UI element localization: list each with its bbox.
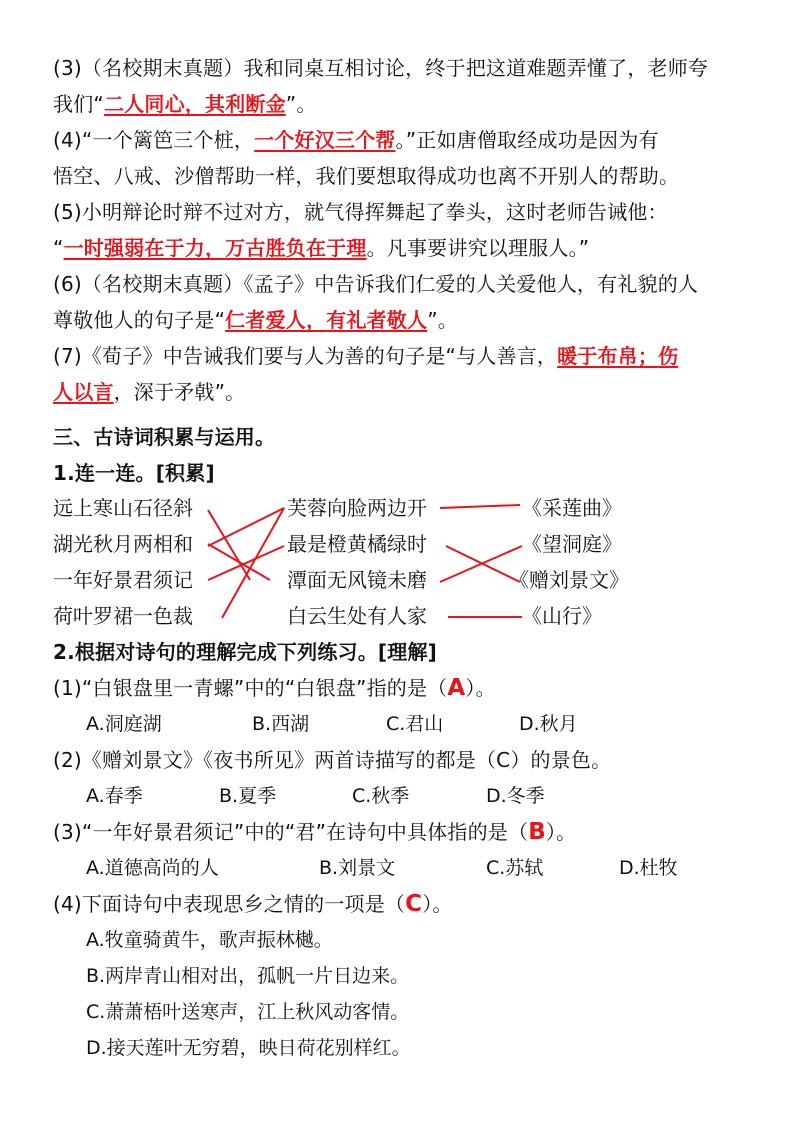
mc-q4-stem-a: (4)下面诗句中表现思乡之情的一项是（ bbox=[53, 892, 406, 916]
mc-q2-stem-b: ）的景色。 bbox=[510, 748, 612, 772]
mc-q2-stem-a: (2)《赠刘景文》《夜书所见》两首诗描写的都是（ bbox=[53, 748, 497, 772]
mc-q1-option-d: D.秋月 bbox=[519, 713, 578, 735]
mc-q1-option-a: A.洞庭湖 bbox=[86, 713, 162, 735]
mc-q4-option-c: C.萧萧梧叶送寒声，江上秋风动客情。 bbox=[86, 1001, 410, 1023]
q4-text: (4)“一个篱笆三个桩， bbox=[53, 128, 255, 152]
q4-line2: 悟空、八戒、沙僧帮助一样，我们要想取得成功也离不开别人的帮助。 bbox=[53, 164, 680, 188]
q6-text: 尊敬他人的句子是“ bbox=[53, 308, 226, 332]
match-right-2: 《望洞庭》 bbox=[522, 532, 622, 556]
match-middle-3: 潭面无风镜未磨 bbox=[287, 568, 427, 592]
mc-q1-option-c: C.君山 bbox=[386, 713, 444, 735]
q4-line1 bbox=[53, 126, 659, 154]
match-left-3: 一年好景君须记 bbox=[53, 568, 193, 592]
q3-answer-1: 二人同心 bbox=[103, 92, 185, 116]
q7-text: (7)《荀子》中告诫我们要与人为善的句子是“与人善言， bbox=[53, 344, 558, 368]
mc-q4-answer: C bbox=[405, 891, 423, 917]
line-left2-middle1 bbox=[208, 508, 284, 546]
mc-q4-option-b: B.两岸青山相对出，孤帆一片日边来。 bbox=[86, 965, 410, 987]
line-left1-middle3 bbox=[208, 510, 250, 580]
q7-answer-2b: 人以言 bbox=[53, 380, 114, 404]
q3-answer-sep: ， bbox=[184, 92, 205, 116]
match-right-4: 《山行》 bbox=[522, 604, 602, 628]
q6-end: ”。 bbox=[427, 308, 458, 332]
q7-answer-2a: 伤 bbox=[658, 344, 679, 368]
match-right-1: 《采莲曲》 bbox=[522, 496, 622, 520]
comprehension-title: 2.根据对诗句的理解完成下列练习。[理解] bbox=[53, 640, 437, 664]
mc-q2-option-b: B.夏季 bbox=[219, 785, 277, 807]
match-middle-2: 最是橙黄橘绿时 bbox=[287, 532, 427, 556]
q6-answer-2: 有礼者敬人 bbox=[326, 308, 428, 332]
mc-q3-option-a: A.道德高尚的人 bbox=[86, 857, 219, 879]
match-left-1: 远上寒山石径斜 bbox=[53, 496, 193, 520]
q5-answer-1: 一时强弱在于力 bbox=[63, 236, 205, 260]
mc-q1-stem-b: ）。 bbox=[465, 676, 496, 700]
q4-answer: 一个好汉三个帮 bbox=[254, 128, 396, 152]
mc-q4-stem bbox=[53, 890, 453, 918]
mc-q4-stem-b: ）。 bbox=[422, 892, 453, 916]
line-left4-middle1 bbox=[222, 508, 284, 618]
mc-q3-option-b: B.刘景文 bbox=[319, 857, 396, 879]
q6-line1: (6)（名校期末真题）《孟子》中告诉我们仁爱的人关爱他人，有礼貌的人 bbox=[53, 272, 699, 296]
q5-line2 bbox=[53, 234, 589, 262]
mc-q3-option-d: D.杜牧 bbox=[619, 857, 678, 879]
mc-q2-stem bbox=[53, 746, 611, 774]
mc-q2-option-a: A.春季 bbox=[86, 785, 143, 807]
section-title: 三、古诗词积累与运用。 bbox=[53, 425, 276, 449]
q5-answer-sep: ， bbox=[204, 236, 226, 260]
q6-answer-1: 仁者爱人 bbox=[225, 308, 306, 332]
mc-q1-answer: A bbox=[447, 675, 466, 701]
q3-text: 我们“ bbox=[53, 92, 104, 116]
q6-line2 bbox=[53, 306, 458, 334]
mc-q4-option-d: D.接天莲叶无穷碧，映日荷花别样红。 bbox=[86, 1037, 411, 1059]
mc-q3-stem-b: ）。 bbox=[545, 820, 577, 844]
match-right-3: 《赠刘景文》 bbox=[509, 568, 629, 592]
q7-answer-1: 暖于布帛 bbox=[557, 344, 638, 368]
q6-answer-sep: ， bbox=[305, 308, 327, 332]
q5-text: “ bbox=[53, 236, 64, 260]
q3-end: ”。 bbox=[285, 92, 317, 116]
mc-q2-option-d: D.冬季 bbox=[486, 785, 545, 807]
mc-q3-answer: B bbox=[528, 819, 546, 845]
match-title: 1.连一连。[积累] bbox=[53, 461, 215, 485]
mc-q1-stem-a: (1)“白银盘里一青螺”中的“白银盘”指的是（ bbox=[53, 676, 448, 700]
q5-line1: (5)小明辩论时辩不过对方，就气得挥舞起了拳头，这时老师告诫他： bbox=[53, 200, 668, 224]
mc-q3-option-c: C.苏轼 bbox=[486, 857, 544, 879]
line-middle1-right1 bbox=[440, 505, 520, 508]
q7-line1 bbox=[53, 342, 678, 370]
match-left-2: 湖光秋月两相和 bbox=[53, 532, 193, 556]
q3-line1: (3)（名校期末真题）我和同桌互相讨论，终于把这道难题弄懂了，老师夸 bbox=[53, 56, 709, 80]
match-left-4: 荷叶罗裙一色裁 bbox=[53, 604, 193, 628]
q5-answer-2: 万古胜负在于理 bbox=[225, 236, 367, 260]
mc-q2-option-c: C.秋季 bbox=[352, 785, 410, 807]
q7-answer-sep: ； bbox=[637, 344, 659, 368]
match-middle-1: 芙蓉向脸两边开 bbox=[287, 496, 427, 520]
q7-line2 bbox=[53, 378, 245, 406]
mc-q4-option-a: A.牧童骑黄牛，歌声振林樾。 bbox=[86, 929, 333, 951]
mc-q1-stem bbox=[53, 674, 496, 702]
q3-line2 bbox=[53, 90, 317, 118]
q3-answer-2: 其利断金 bbox=[204, 92, 286, 116]
line-left3-middle2 bbox=[208, 546, 284, 580]
line-left2-middle3b bbox=[208, 544, 270, 580]
q7-end: ，深于矛戟”。 bbox=[113, 380, 246, 404]
q5-end: 。凡事要讲究以理服人。” bbox=[366, 236, 590, 260]
match-middle-4: 白云生处有人家 bbox=[287, 604, 427, 628]
mc-q2-answer: C bbox=[496, 748, 511, 772]
q4-text-b: 。”正如唐僧取经成功是因为有 bbox=[395, 128, 659, 152]
mc-q3-stem-a: (3)“一年好景君须记”中的“君”在诗句中具体指的是（ bbox=[53, 820, 529, 844]
mc-q1-option-b: B.西湖 bbox=[252, 713, 310, 735]
mc-q3-stem bbox=[53, 818, 576, 846]
